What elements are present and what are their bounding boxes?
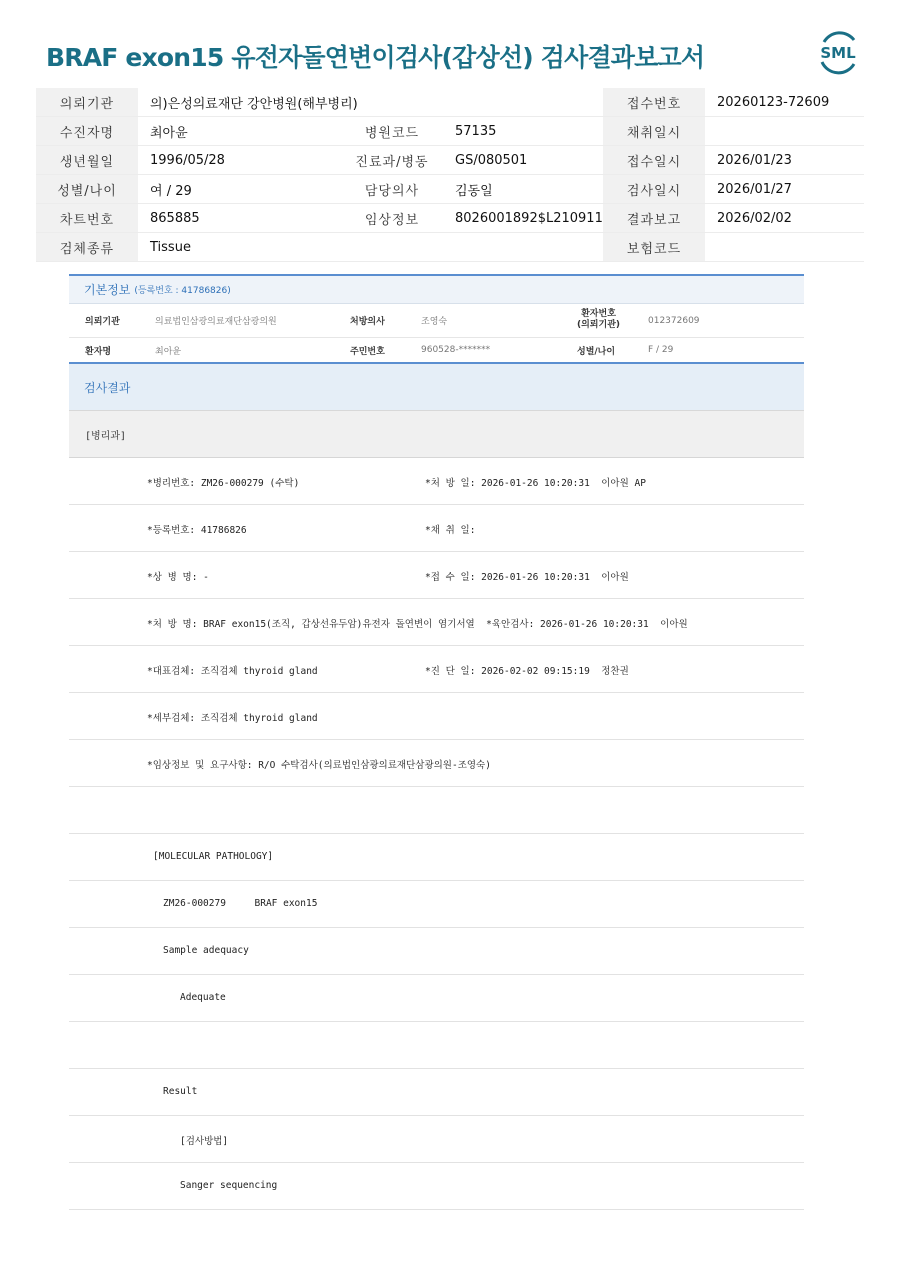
value-resident-number: 960528-******* xyxy=(421,345,491,355)
info-row xyxy=(36,204,864,233)
result-text-right: *진 단 일: 2026-02-02 09:15:19 정찬권 xyxy=(425,666,629,677)
info-value: 20260123-72609 xyxy=(705,88,864,117)
info-label: 성별/나이 xyxy=(36,175,138,204)
result-line xyxy=(69,552,804,599)
result-line xyxy=(69,458,804,505)
info-value: 의)은성의료재단 강안병원(해부병리) xyxy=(138,88,603,117)
result-line xyxy=(69,1116,804,1163)
info-value xyxy=(705,233,864,262)
info-value: 최아윤 xyxy=(138,117,341,146)
sml-logo xyxy=(814,28,862,76)
result-text: Sample adequacy xyxy=(163,945,249,956)
basic-info-row xyxy=(69,338,804,364)
info-value: Tissue xyxy=(138,233,603,262)
info-label: 생년월일 xyxy=(36,146,138,175)
result-line xyxy=(69,505,804,552)
info-value xyxy=(705,117,864,146)
patient-info-table xyxy=(36,88,864,262)
info-label: 차트번호 xyxy=(36,204,138,233)
logo-text: SML xyxy=(820,44,856,62)
label-patient-number-sub: (의뢰기관) xyxy=(577,320,621,330)
basic-info-title: 기본정보 xyxy=(84,283,131,297)
info-label: 보험코드 xyxy=(603,233,705,262)
result-line xyxy=(69,1163,804,1210)
info-value: 8026001892$L210911 xyxy=(443,204,603,233)
info-label: 검사일시 xyxy=(603,175,705,204)
info-value: 57135 xyxy=(443,117,603,146)
info-label: 접수번호 xyxy=(603,88,705,117)
info-label: 진료과/병동 xyxy=(341,146,443,175)
result-text: Result xyxy=(163,1086,198,1097)
result-line xyxy=(69,646,804,693)
info-value: GS/080501 xyxy=(443,146,603,175)
info-label: 검체종류 xyxy=(36,233,138,262)
result-lines xyxy=(69,458,804,1210)
result-text: Sanger sequencing xyxy=(180,1180,278,1191)
result-text: *세부검체: 조직검체 thyroid gland xyxy=(147,713,318,724)
result-line xyxy=(69,693,804,740)
result-line xyxy=(69,928,804,975)
info-label: 접수일시 xyxy=(603,146,705,175)
result-text-right: *처 방 일: 2026-01-26 10:20:31 이아원 AP xyxy=(425,478,646,489)
info-value: 2026/01/23 xyxy=(705,146,864,175)
info-row xyxy=(36,233,864,262)
info-value: 여 / 29 xyxy=(138,175,341,204)
result-line xyxy=(69,740,804,787)
result-line xyxy=(69,1022,804,1069)
report-panel xyxy=(69,274,804,1210)
result-text: *병리번호: ZM26-000279 (수탁) xyxy=(147,478,300,489)
result-line xyxy=(69,787,804,834)
label-requesting-org: 의뢰기관 xyxy=(85,317,120,327)
info-label: 채취일시 xyxy=(603,117,705,146)
info-label: 담당의사 xyxy=(341,175,443,204)
label-resident-number: 주민번호 xyxy=(350,346,385,357)
info-value: 2026/02/02 xyxy=(705,204,864,233)
result-line xyxy=(69,599,804,646)
value-prescriber: 조영숙 xyxy=(421,317,448,327)
result-text: *등록번호: 41786826 xyxy=(147,525,247,536)
result-text: Adequate xyxy=(180,992,226,1003)
result-text: [MOLECULAR PATHOLOGY] xyxy=(153,851,274,862)
label-prescriber: 처방의사 xyxy=(350,317,385,327)
report-title: BRAF exon15 유전자돌연변이검사(갑상선) 검사결과보고서 xyxy=(46,43,705,72)
result-text: *상 병 명: - xyxy=(147,572,209,583)
info-label: 결과보고 xyxy=(603,204,705,233)
label-patient-name: 환자명 xyxy=(85,346,112,357)
value-requesting-org: 의료법인삼광의료재단삼광의원 xyxy=(155,317,277,327)
result-text: *대표검체: 조직검체 thyroid gland xyxy=(147,666,318,677)
info-value: 2026/01/27 xyxy=(705,175,864,204)
value-patient-number: 012372609 xyxy=(648,315,700,326)
result-line xyxy=(69,1069,804,1116)
label-patient-number: 환자번호 xyxy=(581,309,616,319)
registration-number: (등록번호 : 41786826) xyxy=(134,286,231,296)
label-sex-age: 성별/나이 xyxy=(577,346,616,357)
result-text-right: *채 취 일: xyxy=(425,525,476,536)
result-text: *임상정보 및 요구사항: R/O 수탁검사(의료법인삼광의료재단삼광의원-조영숙) xyxy=(147,760,491,771)
result-text: ZM26-000279 BRAF exon15 xyxy=(163,898,318,909)
info-row xyxy=(36,88,864,117)
info-value: 1996/05/28 xyxy=(138,146,341,175)
info-label: 병원코드 xyxy=(341,117,443,146)
result-heading: 검사결과 xyxy=(69,364,804,411)
info-row xyxy=(36,146,864,175)
info-label: 임상정보 xyxy=(341,204,443,233)
info-row xyxy=(36,117,864,146)
basic-info-row xyxy=(69,304,804,338)
info-label: 의뢰기관 xyxy=(36,88,138,117)
result-text: *처 방 명: BRAF exon15(조직, 갑상선유두암)유전자 돌연변이 염기서열 *육안검사: 2026-01-26 10:20:31 이아원 xyxy=(147,619,688,630)
result-line xyxy=(69,881,804,928)
info-value: 김동일 xyxy=(443,175,603,204)
value-sex-age: F / 29 xyxy=(648,345,674,355)
info-label: 수진자명 xyxy=(36,117,138,146)
result-line xyxy=(69,834,804,881)
basic-info-header xyxy=(69,274,804,304)
department-label: [병리과] xyxy=(69,411,804,458)
result-text-right: *접 수 일: 2026-01-26 10:20:31 이아원 xyxy=(425,572,629,583)
info-value: 865885 xyxy=(138,204,341,233)
info-row xyxy=(36,175,864,204)
result-text: [검사방법] xyxy=(180,1136,229,1147)
value-patient-name: 최아윤 xyxy=(155,346,182,357)
result-line xyxy=(69,975,804,1022)
